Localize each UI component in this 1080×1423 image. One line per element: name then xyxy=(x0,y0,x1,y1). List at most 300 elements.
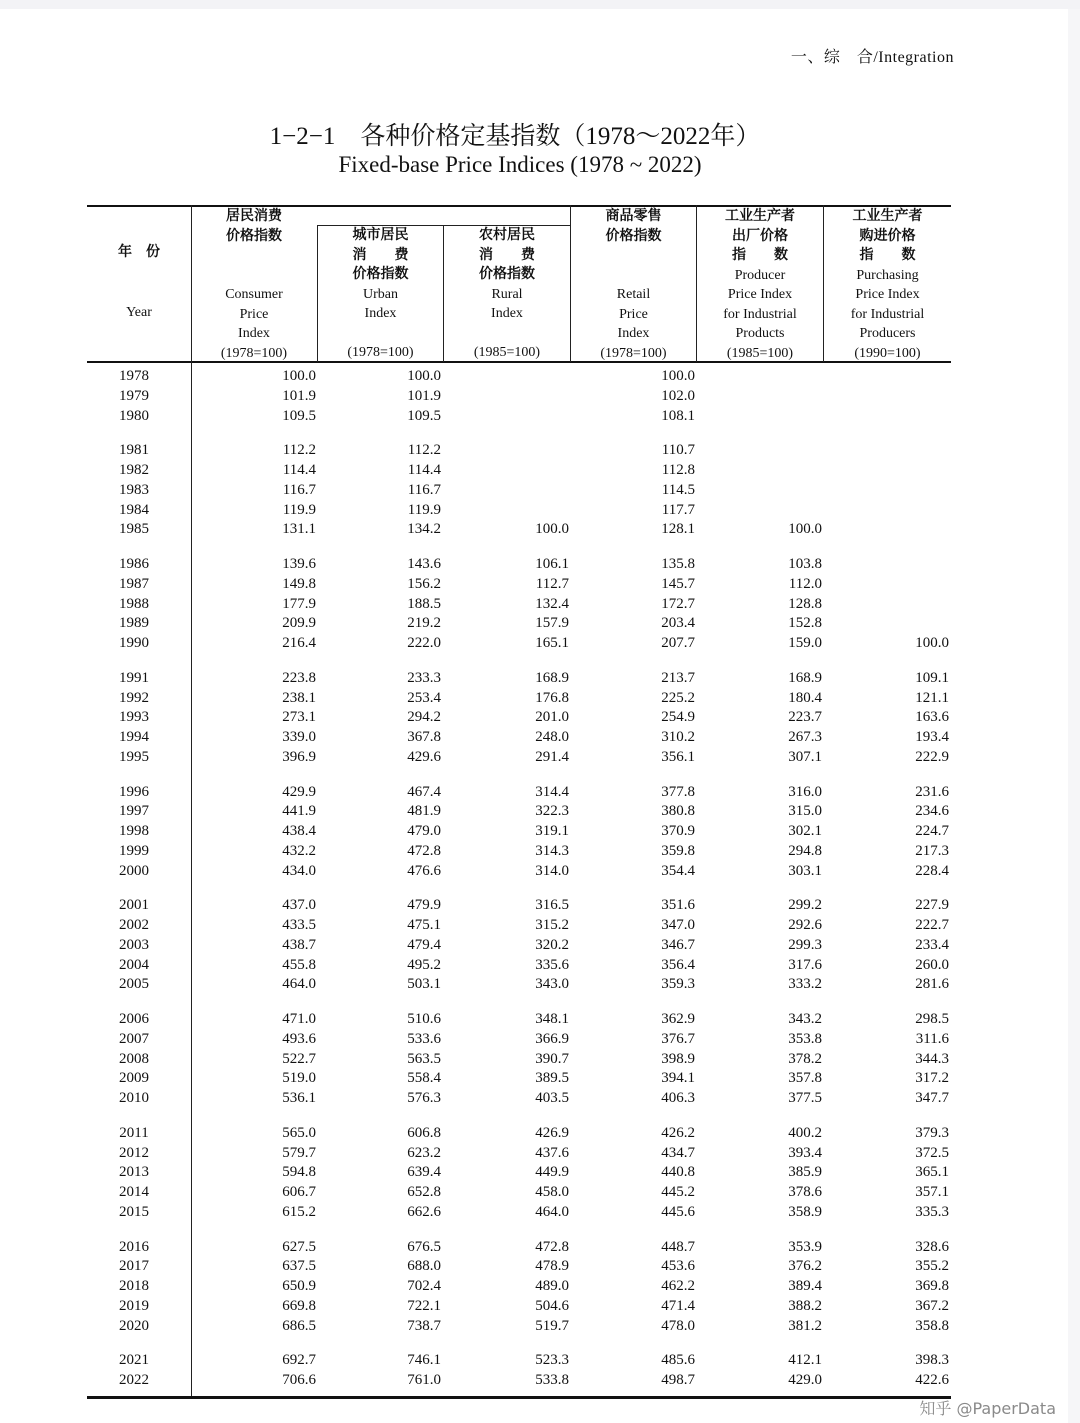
value-cell: 346.7 xyxy=(661,936,695,953)
value-cell: 377.5 xyxy=(788,1090,822,1106)
value-cell: 706.6 xyxy=(282,1372,316,1388)
table-row xyxy=(87,728,951,748)
value-cell: 637.5 xyxy=(282,1258,316,1275)
year-cell: 1993 xyxy=(119,709,149,726)
year-cell: 2003 xyxy=(119,936,149,953)
value-cell: 311.6 xyxy=(915,1030,949,1047)
table-row xyxy=(87,669,951,689)
value-cell: 493.6 xyxy=(282,1030,316,1047)
year-cell: 2018 xyxy=(119,1278,149,1294)
value-cell: 565.0 xyxy=(282,1124,316,1141)
value-cell: 353.8 xyxy=(788,1030,822,1047)
value-cell: 128.8 xyxy=(788,595,822,612)
value-cell: 606.7 xyxy=(282,1184,316,1200)
value-cell: 676.5 xyxy=(407,1238,441,1255)
value-cell: 176.8 xyxy=(535,689,569,706)
value-cell: 358.9 xyxy=(788,1203,822,1220)
value-cell: 356.1 xyxy=(661,748,695,765)
value-cell: 433.5 xyxy=(282,917,316,933)
value-cell: 400.2 xyxy=(788,1124,822,1141)
year-cell: 1982 xyxy=(119,462,149,478)
value-cell: 449.9 xyxy=(535,1164,569,1181)
value-cell: 615.2 xyxy=(282,1203,316,1220)
year-cell: 1990 xyxy=(119,635,149,651)
value-cell: 112.2 xyxy=(282,442,316,459)
table-row xyxy=(87,689,951,709)
column-header-purchasing: 工业生产者 购进价格 指 数 Purchasing Price Index for Industrial Producers (1990=100) xyxy=(850,208,925,361)
value-cell: 165.1 xyxy=(535,635,569,651)
value-cell: 353.9 xyxy=(788,1238,822,1255)
value-cell: 110.7 xyxy=(661,442,695,459)
table-row xyxy=(87,1089,951,1109)
value-cell: 406.3 xyxy=(661,1090,695,1106)
year-cell: 2010 xyxy=(119,1090,149,1106)
value-cell: 294.8 xyxy=(788,842,822,859)
year-cell: 2011 xyxy=(119,1124,149,1141)
value-cell: 344.3 xyxy=(915,1050,949,1067)
table-row xyxy=(87,1351,951,1371)
value-cell: 316.5 xyxy=(535,897,569,914)
table-row xyxy=(87,936,951,956)
value-cell: 217.3 xyxy=(915,842,949,859)
value-cell: 503.1 xyxy=(407,976,441,993)
year-cell: 1999 xyxy=(119,842,149,859)
value-cell: 377.8 xyxy=(661,783,695,800)
table-row xyxy=(87,975,951,995)
year-cell: 1980 xyxy=(119,407,149,424)
value-cell: 317.6 xyxy=(788,956,822,973)
value-cell: 362.9 xyxy=(661,1011,695,1027)
value-cell: 143.6 xyxy=(407,556,441,572)
value-cell: 343.2 xyxy=(788,1011,822,1027)
value-cell: 328.6 xyxy=(915,1238,949,1255)
year-cell: 2015 xyxy=(119,1203,149,1220)
table-row xyxy=(87,1317,951,1337)
year-cell: 1989 xyxy=(119,615,149,632)
value-cell: 606.8 xyxy=(407,1124,441,1141)
value-cell: 485.6 xyxy=(661,1352,695,1369)
year-cell: 2021 xyxy=(119,1352,149,1369)
value-cell: 385.9 xyxy=(788,1164,822,1181)
value-cell: 102.0 xyxy=(661,387,695,404)
value-cell: 219.2 xyxy=(407,615,441,632)
value-cell: 394.1 xyxy=(661,1070,695,1087)
value-cell: 100.0 xyxy=(661,368,695,384)
table-row xyxy=(87,708,951,728)
value-cell: 453.6 xyxy=(661,1258,695,1275)
value-cell: 479.9 xyxy=(407,897,441,914)
value-cell: 316.0 xyxy=(788,783,822,800)
value-cell: 412.1 xyxy=(788,1352,822,1369)
value-cell: 103.8 xyxy=(788,556,822,572)
value-cell: 448.7 xyxy=(661,1238,695,1255)
value-cell: 134.2 xyxy=(407,521,441,538)
value-cell: 510.6 xyxy=(407,1011,441,1027)
value-cell: 307.1 xyxy=(788,748,822,765)
value-cell: 389.5 xyxy=(535,1070,569,1087)
value-cell: 746.1 xyxy=(407,1352,441,1369)
value-cell: 209.9 xyxy=(282,615,316,632)
value-cell: 533.8 xyxy=(535,1372,569,1388)
column-header-urban: 城市居民 消 费 价格指数 Urban Index (1978=100) xyxy=(347,227,414,360)
value-cell: 223.7 xyxy=(788,709,822,726)
value-cell: 291.4 xyxy=(535,748,569,765)
table-row xyxy=(87,1030,951,1050)
value-cell: 114.5 xyxy=(661,481,695,498)
value-cell: 370.9 xyxy=(661,823,695,839)
value-cell: 476.6 xyxy=(407,862,441,879)
value-cell: 159.0 xyxy=(788,635,822,651)
year-cell: 1996 xyxy=(119,783,149,800)
value-cell: 478.9 xyxy=(535,1258,569,1275)
value-cell: 422.6 xyxy=(915,1372,949,1388)
value-cell: 445.2 xyxy=(661,1184,695,1200)
table-row xyxy=(87,1297,951,1317)
value-cell: 225.2 xyxy=(661,689,695,706)
value-cell: 156.2 xyxy=(407,575,441,592)
value-cell: 298.5 xyxy=(915,1011,949,1027)
value-cell: 662.6 xyxy=(407,1203,441,1220)
value-cell: 315.2 xyxy=(535,917,569,933)
value-cell: 445.6 xyxy=(661,1203,695,1220)
value-cell: 563.5 xyxy=(407,1050,441,1067)
table-row xyxy=(87,1371,951,1391)
year-cell: 1994 xyxy=(119,729,149,745)
table-row xyxy=(87,842,951,862)
value-cell: 180.4 xyxy=(788,689,822,706)
value-cell: 119.9 xyxy=(282,501,316,518)
value-cell: 149.8 xyxy=(282,575,316,592)
value-cell: 114.4 xyxy=(282,462,316,478)
value-cell: 108.1 xyxy=(661,407,695,424)
value-cell: 376.7 xyxy=(661,1030,695,1047)
value-cell: 238.1 xyxy=(282,689,316,706)
table-row xyxy=(87,1257,951,1277)
table-row xyxy=(87,634,951,654)
table-row xyxy=(87,1203,951,1223)
value-cell: 437.0 xyxy=(282,897,316,914)
value-cell: 163.6 xyxy=(915,709,949,726)
table-row xyxy=(87,1277,951,1297)
table-row xyxy=(87,481,951,501)
value-cell: 372.5 xyxy=(915,1144,949,1161)
value-cell: 378.2 xyxy=(788,1050,822,1067)
value-cell: 216.4 xyxy=(282,635,316,651)
value-cell: 354.4 xyxy=(661,862,695,879)
value-cell: 227.9 xyxy=(915,897,949,914)
value-cell: 248.0 xyxy=(535,729,569,745)
value-cell: 358.8 xyxy=(915,1317,949,1334)
table-bottom-rule xyxy=(87,1396,951,1399)
year-cell: 2001 xyxy=(119,897,149,914)
value-cell: 224.7 xyxy=(915,823,949,839)
value-cell: 388.2 xyxy=(788,1297,822,1314)
table-row xyxy=(87,1050,951,1070)
value-cell: 432.2 xyxy=(282,842,316,859)
value-cell: 303.1 xyxy=(788,862,822,879)
value-cell: 112.2 xyxy=(407,442,441,459)
value-cell: 359.8 xyxy=(661,842,695,859)
value-cell: 109.5 xyxy=(407,407,441,424)
value-cell: 319.1 xyxy=(535,823,569,839)
value-cell: 314.0 xyxy=(535,862,569,879)
value-cell: 114.4 xyxy=(407,462,441,478)
year-cell: 1983 xyxy=(119,481,149,498)
value-cell: 100.0 xyxy=(788,521,822,538)
value-cell: 426.2 xyxy=(661,1124,695,1141)
value-cell: 299.3 xyxy=(788,936,822,953)
value-cell: 359.3 xyxy=(661,976,695,993)
value-cell: 267.3 xyxy=(788,729,822,745)
value-cell: 281.6 xyxy=(915,976,949,993)
year-cell: 2020 xyxy=(119,1317,149,1334)
value-cell: 223.8 xyxy=(282,669,316,686)
value-cell: 367.2 xyxy=(915,1297,949,1314)
value-cell: 441.9 xyxy=(282,803,316,820)
value-cell: 135.8 xyxy=(661,556,695,572)
value-cell: 380.8 xyxy=(661,803,695,820)
value-cell: 495.2 xyxy=(407,956,441,973)
value-cell: 686.5 xyxy=(282,1317,316,1334)
value-cell: 702.4 xyxy=(407,1278,441,1294)
year-cell: 2014 xyxy=(119,1184,149,1200)
table-row xyxy=(87,956,951,976)
value-cell: 109.5 xyxy=(282,407,316,424)
value-cell: 504.6 xyxy=(535,1297,569,1314)
year-cell: 1987 xyxy=(119,575,149,592)
table-body xyxy=(87,367,951,1391)
value-cell: 369.8 xyxy=(915,1278,949,1294)
table-row xyxy=(87,501,951,521)
value-cell: 472.8 xyxy=(535,1238,569,1255)
value-cell: 403.5 xyxy=(535,1090,569,1106)
value-cell: 231.6 xyxy=(915,783,949,800)
value-cell: 639.4 xyxy=(407,1164,441,1181)
value-cell: 139.6 xyxy=(282,556,316,572)
value-cell: 188.5 xyxy=(407,595,441,612)
value-cell: 213.7 xyxy=(661,669,695,686)
value-cell: 339.0 xyxy=(282,729,316,745)
value-cell: 322.3 xyxy=(535,803,569,820)
value-cell: 273.1 xyxy=(282,709,316,726)
value-cell: 172.7 xyxy=(661,595,695,612)
value-cell: 100.0 xyxy=(915,635,949,651)
year-cell: 2005 xyxy=(119,976,149,993)
value-cell: 437.6 xyxy=(535,1144,569,1161)
value-cell: 351.6 xyxy=(661,897,695,914)
column-header-rural: 农村居民 消 费 价格指数 Rural Index (1985=100) xyxy=(473,227,541,360)
value-cell: 343.0 xyxy=(535,976,569,993)
value-cell: 434.0 xyxy=(282,862,316,879)
table-row xyxy=(87,916,951,936)
value-cell: 365.1 xyxy=(915,1164,949,1181)
value-cell: 498.7 xyxy=(661,1372,695,1388)
value-cell: 576.3 xyxy=(407,1090,441,1106)
value-cell: 228.4 xyxy=(915,862,949,879)
value-cell: 692.7 xyxy=(282,1352,316,1369)
value-cell: 100.0 xyxy=(282,368,316,384)
value-cell: 455.8 xyxy=(282,956,316,973)
year-cell: 1986 xyxy=(119,556,149,572)
table-row xyxy=(87,387,951,407)
value-cell: 116.7 xyxy=(407,481,441,498)
table-row xyxy=(87,367,951,387)
value-cell: 100.0 xyxy=(407,368,441,384)
value-cell: 366.9 xyxy=(535,1030,569,1047)
value-cell: 294.2 xyxy=(407,709,441,726)
value-cell: 119.9 xyxy=(407,501,441,518)
value-cell: 253.4 xyxy=(407,689,441,706)
table-row xyxy=(87,595,951,615)
value-cell: 650.9 xyxy=(282,1278,316,1294)
value-cell: 522.7 xyxy=(282,1050,316,1067)
value-cell: 112.7 xyxy=(535,575,569,592)
value-cell: 299.2 xyxy=(788,897,822,914)
value-cell: 481.9 xyxy=(407,803,441,820)
table-row xyxy=(87,1183,951,1203)
table-row xyxy=(87,520,951,540)
value-cell: 320.2 xyxy=(535,936,569,953)
value-cell: 233.4 xyxy=(915,936,949,953)
value-cell: 429.9 xyxy=(282,783,316,800)
value-cell: 152.8 xyxy=(788,615,822,632)
value-cell: 533.6 xyxy=(407,1030,441,1047)
table-row xyxy=(87,441,951,461)
value-cell: 335.6 xyxy=(535,956,569,973)
value-cell: 688.0 xyxy=(407,1258,441,1275)
value-cell: 314.3 xyxy=(535,842,569,859)
value-cell: 222.9 xyxy=(915,748,949,765)
value-cell: 356.4 xyxy=(661,956,695,973)
value-cell: 652.8 xyxy=(407,1184,441,1200)
value-cell: 390.7 xyxy=(535,1050,569,1067)
value-cell: 292.6 xyxy=(788,917,822,933)
table-row xyxy=(87,575,951,595)
section-header: 一、综 合/Integration xyxy=(790,49,954,66)
value-cell: 761.0 xyxy=(407,1372,441,1388)
table-row xyxy=(87,783,951,803)
value-cell: 112.0 xyxy=(788,575,822,592)
year-cell: 2006 xyxy=(119,1011,149,1027)
value-cell: 471.0 xyxy=(282,1011,316,1027)
value-cell: 523.3 xyxy=(535,1352,569,1369)
year-cell: 1998 xyxy=(119,823,149,839)
table-title-cn: 1−2−1 各种价格定基指数（1978～2022年） xyxy=(269,123,761,150)
value-cell: 201.0 xyxy=(535,709,569,726)
value-cell: 627.5 xyxy=(282,1238,316,1255)
value-cell: 177.9 xyxy=(282,595,316,612)
value-cell: 116.7 xyxy=(282,481,316,498)
table-row xyxy=(87,555,951,575)
table-row xyxy=(87,1163,951,1183)
value-cell: 315.0 xyxy=(788,803,822,820)
year-cell: 2012 xyxy=(119,1144,149,1161)
value-cell: 558.4 xyxy=(407,1070,441,1087)
table-row xyxy=(87,1238,951,1258)
table-row xyxy=(87,1010,951,1030)
value-cell: 438.4 xyxy=(282,823,316,839)
value-cell: 193.4 xyxy=(915,729,949,745)
value-cell: 381.2 xyxy=(788,1317,822,1334)
value-cell: 254.9 xyxy=(661,709,695,726)
table-row xyxy=(87,407,951,427)
year-cell: 2016 xyxy=(119,1238,149,1255)
value-cell: 462.2 xyxy=(661,1278,695,1294)
page-right-edge xyxy=(1068,9,1080,1423)
value-cell: 355.2 xyxy=(915,1258,949,1275)
value-cell: 234.6 xyxy=(915,803,949,820)
year-cell: 1991 xyxy=(119,669,149,686)
year-cell: 2009 xyxy=(119,1070,149,1087)
watermark: 知乎 @PaperData xyxy=(919,1399,1056,1418)
year-cell: 1979 xyxy=(119,387,149,404)
table-row xyxy=(87,896,951,916)
value-cell: 335.3 xyxy=(915,1203,949,1220)
value-cell: 222.0 xyxy=(407,635,441,651)
value-cell: 489.0 xyxy=(535,1278,569,1294)
value-cell: 207.7 xyxy=(661,635,695,651)
table-row xyxy=(87,802,951,822)
value-cell: 467.4 xyxy=(407,783,441,800)
value-cell: 131.1 xyxy=(282,521,316,538)
year-cell: 2013 xyxy=(119,1164,149,1181)
value-cell: 100.0 xyxy=(535,521,569,538)
year-header-en: Year xyxy=(126,305,152,320)
value-cell: 393.4 xyxy=(788,1144,822,1161)
year-cell: 2019 xyxy=(119,1297,149,1314)
value-cell: 101.9 xyxy=(282,387,316,404)
value-cell: 478.0 xyxy=(661,1317,695,1334)
value-cell: 333.2 xyxy=(788,976,822,993)
value-cell: 101.9 xyxy=(407,387,441,404)
value-cell: 317.2 xyxy=(915,1070,949,1087)
value-cell: 398.3 xyxy=(915,1352,949,1369)
table-row xyxy=(87,822,951,842)
year-cell: 1992 xyxy=(119,689,149,706)
year-cell: 1997 xyxy=(119,803,149,820)
value-cell: 669.8 xyxy=(282,1297,316,1314)
page-top-edge xyxy=(0,0,1080,9)
value-cell: 168.9 xyxy=(788,669,822,686)
table-row xyxy=(87,1124,951,1144)
year-cell: 1988 xyxy=(119,595,149,612)
value-cell: 168.9 xyxy=(535,669,569,686)
value-cell: 389.4 xyxy=(788,1278,822,1294)
value-cell: 357.8 xyxy=(788,1070,822,1087)
year-cell: 1985 xyxy=(119,521,149,538)
value-cell: 310.2 xyxy=(661,729,695,745)
value-cell: 222.7 xyxy=(915,917,949,933)
value-cell: 475.1 xyxy=(407,917,441,933)
value-cell: 367.8 xyxy=(407,729,441,745)
year-cell: 2008 xyxy=(119,1050,149,1067)
value-cell: 479.4 xyxy=(407,936,441,953)
value-cell: 203.4 xyxy=(661,615,695,632)
table-row xyxy=(87,1069,951,1089)
value-cell: 464.0 xyxy=(535,1203,569,1220)
value-cell: 112.8 xyxy=(661,462,695,478)
value-cell: 519.0 xyxy=(282,1070,316,1087)
table-row xyxy=(87,748,951,768)
value-cell: 347.7 xyxy=(915,1090,949,1106)
value-cell: 519.7 xyxy=(535,1317,569,1334)
year-cell: 2004 xyxy=(119,956,149,973)
value-cell: 260.0 xyxy=(915,956,949,973)
value-cell: 440.8 xyxy=(661,1164,695,1181)
column-header-cpi: 居民消费 价格指数 Consumer Price Index (1978=100) xyxy=(220,208,288,361)
value-cell: 426.9 xyxy=(535,1124,569,1141)
year-cell: 1995 xyxy=(119,748,149,765)
